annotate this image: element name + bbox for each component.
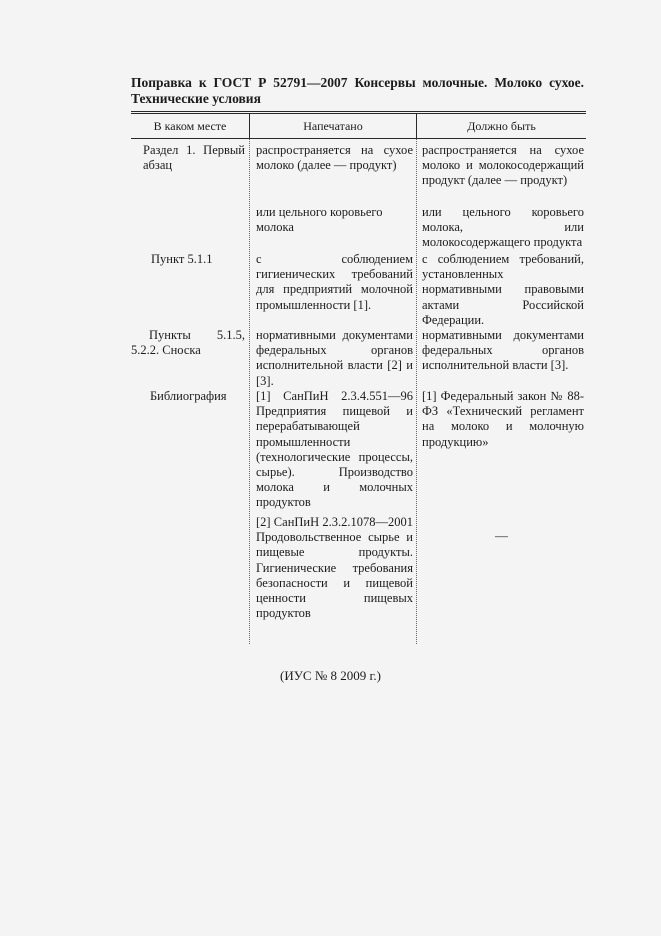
header-place: В каком месте [153, 119, 227, 133]
row5-should-be: [1] Федеральный закон № 88-ФЗ «Технический регламент на молоко и молочную продукцию» [422, 389, 584, 449]
row1-printed: распространяется на сухое молоко (далее — продукт) [256, 143, 413, 173]
column-divider-1-body [249, 139, 250, 644]
header-should-be: Должно быть [467, 119, 536, 133]
row1-place: Раздел 1. Первый абзац [143, 143, 245, 173]
column-divider-2-body [416, 139, 417, 644]
table-top-rule [131, 111, 586, 114]
row1-should-be: распространяется на сухое молоко и молокосодержащий продукт (далее — продукт) [422, 143, 584, 188]
header-printed: Напечатано [303, 119, 363, 133]
title-line-1: Поправка к ГОСТ Р 52791—2007 Консервы молочные. Молоко сухое. [131, 75, 584, 90]
row4-should-be: нормативными документами федеральных органов исполнительной власти [3]. [422, 328, 584, 373]
row5-printed: [1] СанПиН 2.3.4.551—96 Предприятия пищевой и перерабатывающей промышленности (технологические процессы, сырье). Производство молока и молочных продуктов [256, 389, 413, 510]
row3-place: Пункт 5.1.1 [151, 252, 213, 266]
row2-should-be: или цельного коровьего молока, или молокосодержащего продукта [422, 205, 584, 250]
document-title [131, 75, 584, 106]
row2-printed: или цельного коровьего молока [256, 205, 383, 235]
row4-printed: нормативными документами федеральных органов исполнительной власти [2] и [3]. [256, 328, 413, 388]
title-line-2: Технические условия [131, 90, 261, 106]
row3-should-be: с соблюдением требований, установленных нормативными правовыми актами Российской Федерации. [422, 252, 584, 327]
row6-should-be: — [495, 528, 508, 543]
row6-printed: [2] СанПиН 2.3.2.1078—2001 Продовольственное сырье и пищевые продукты. Гигиенические требования безопасности и пищевой ценности пищевых продуктов [256, 515, 413, 621]
footer-source: (ИУС № 8 2009 г.) [280, 668, 381, 683]
row4-place: Пункты 5.1.5, 5.2.2. Сноска [131, 328, 245, 358]
table-header-rule [131, 138, 586, 139]
row3-printed: с соблюдением гигиенических требований для предприятий молочной промышленности [1]. [256, 252, 413, 312]
row5-place: Библиография [150, 389, 227, 403]
